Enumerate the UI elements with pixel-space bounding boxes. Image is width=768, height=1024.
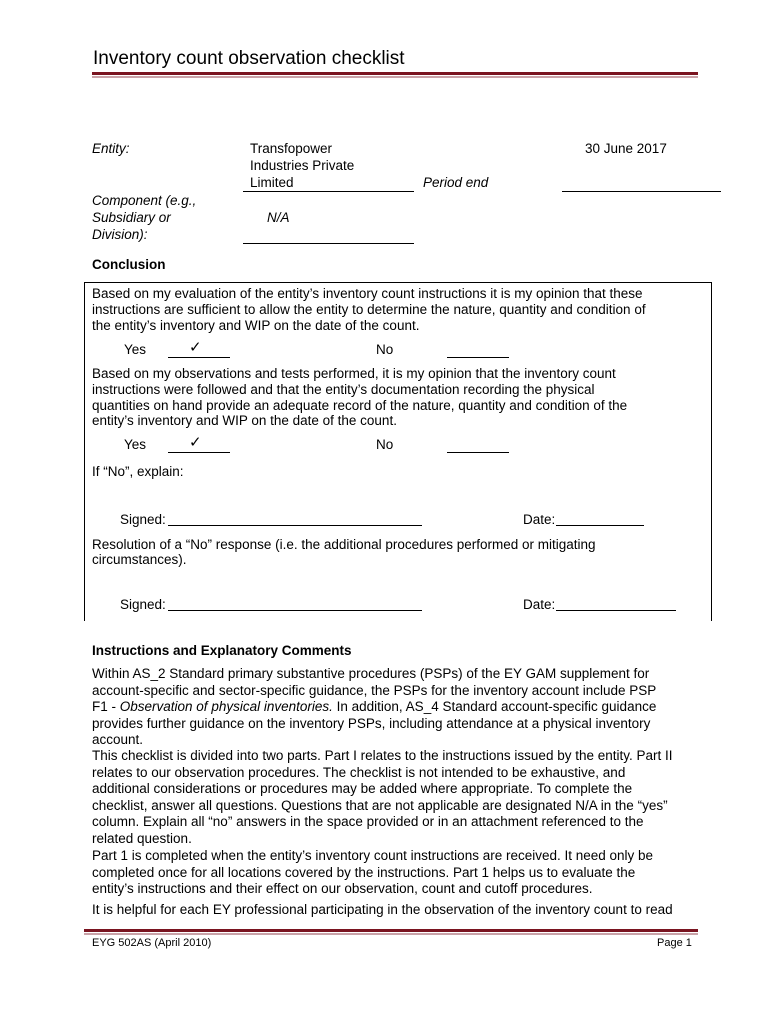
conclusion-q2-line-3: quantities on hand provide an adequate record of the nature, quantity and condition of the xyxy=(92,398,628,413)
period-end-underline xyxy=(562,191,721,192)
conclusion-heading: Conclusion xyxy=(92,257,166,272)
q2-yes-label: Yes xyxy=(124,437,147,452)
entity-name-line-1: Transfopower xyxy=(250,141,333,156)
p1-line-5: account. xyxy=(92,732,144,747)
p2-line-5: column. Explain all “no” answers in the space provided or in an attachment referenced to the xyxy=(92,814,644,829)
page-title: Inventory count observation checklist xyxy=(93,48,405,69)
instructions-paragraph-2 xyxy=(92,748,710,847)
signed-line-2[interactable] xyxy=(168,610,422,611)
p1-line-3 xyxy=(92,699,710,716)
conclusion-q1-line-1: Based on my evaluation of the entity’s inventory count instructions it is my opinion that these xyxy=(92,286,643,301)
date-label-1: Date: xyxy=(523,512,556,527)
date-line-1[interactable] xyxy=(556,525,644,526)
conclusion-q2-line-2: instructions were followed and that the entity’s documentation recording the physical xyxy=(92,382,595,397)
q2-no-label: No xyxy=(376,437,394,452)
p2-line-2: relates to our observation procedures. The checklist is not intended to be exhaustive, and xyxy=(92,764,626,780)
instructions-paragraph-1 xyxy=(92,666,710,749)
p2-line-1: This checklist is divided into two parts. Part I relates to the instructions issued by the entity. Part II xyxy=(92,748,673,763)
footer-rule-light xyxy=(84,933,698,935)
signed-label-1: Signed: xyxy=(120,512,166,527)
q1-no-label: No xyxy=(376,342,394,357)
p2-line-4: checklist, answer all questions. Questions that are not applicable are designated N/A in the “yes” xyxy=(92,797,668,813)
q1-yes-checkmark-icon[interactable]: ✓ xyxy=(189,339,202,356)
entity-label: Entity: xyxy=(92,141,130,156)
entity-name-line-2: Industries Private xyxy=(250,158,355,173)
q1-yes-label: Yes xyxy=(124,342,147,357)
header-rule-light xyxy=(92,76,698,78)
period-end-label: Period end xyxy=(423,175,489,190)
component-underline xyxy=(243,243,414,244)
p1-line-3-b: In addition, AS_4 Standard account-specific guidance xyxy=(332,699,657,714)
p1-line-3-italic: Observation of physical inventories. xyxy=(119,699,333,714)
p3-line-2: completed once for all locations covered by the instructions. Part 1 helps us to evaluate the xyxy=(92,864,636,880)
p1-line-3-a: F1 - xyxy=(92,699,120,714)
q2-yes-checkmark-icon[interactable]: ✓ xyxy=(189,434,202,451)
resolution-line-1: Resolution of a “No” response (i.e. the additional procedures performed or mitigating xyxy=(92,537,596,552)
component-label-line-2: Subsidiary or xyxy=(92,210,171,225)
date-line-2[interactable] xyxy=(556,610,676,611)
instructions-heading: Instructions and Explanatory Comments xyxy=(92,643,352,658)
component-label-line-1: Component (e.g., xyxy=(92,193,197,208)
conclusion-q1-line-3: the entity’s inventory and WIP on the date of the count. xyxy=(92,318,420,333)
conclusion-q2-line-1: Based on my observations and tests performed, it is my opinion that the inventory count xyxy=(92,366,616,381)
date-label-2: Date: xyxy=(523,597,556,612)
component-value: N/A xyxy=(267,210,290,225)
q2-yes-blank xyxy=(168,452,230,453)
conclusion-q1-line-2: instructions are sufficient to allow the entity to determine the nature, quantity and condition of xyxy=(92,302,646,317)
period-end-value: 30 June 2017 xyxy=(585,141,667,156)
entity-underline xyxy=(243,191,414,192)
entity-name-line-3: Limited xyxy=(250,175,294,190)
p3-line-1: Part 1 is completed when the entity’s inventory count instructions are received. It need only be xyxy=(92,848,654,863)
resolution-line-2: circumstances). xyxy=(92,552,187,567)
p1-line-2: account-specific and sector-specific guidance, the PSPs for the inventory account include PSP xyxy=(92,682,657,698)
footer-page-number: Page 1 xyxy=(657,937,692,949)
p3-line-3: entity’s instructions and their effect on our observation, count and cutoff procedures. xyxy=(92,881,593,896)
component-label-line-3: Division): xyxy=(92,227,148,242)
if-no-explain: If “No”, explain: xyxy=(92,464,184,479)
signed-line-1[interactable] xyxy=(168,525,422,526)
p1-line-4: provides further guidance on the inventory PSPs, including attendance at a physical inventory xyxy=(92,715,651,731)
header-rule xyxy=(92,72,698,75)
instructions-paragraph-4: It is helpful for each EY professional participating in the observation of the inventory count to read xyxy=(92,902,673,917)
p2-line-3: additional considerations or procedures may be added where appropriate. To complete the xyxy=(92,781,633,796)
footer-doc-id: EYG 502AS (April 2010) xyxy=(92,937,212,949)
instructions-paragraph-3 xyxy=(92,848,710,898)
q2-no-blank[interactable] xyxy=(447,452,509,453)
signed-label-2: Signed: xyxy=(120,597,166,612)
footer-rule xyxy=(84,929,698,932)
p2-line-6: related question. xyxy=(92,830,192,846)
q1-yes-blank xyxy=(168,357,230,358)
q1-no-blank[interactable] xyxy=(447,357,509,358)
conclusion-q2-line-4: entity’s inventory and WIP on the date of the count. xyxy=(92,413,397,428)
p1-line-1: Within AS_2 Standard primary substantive procedures (PSPs) of the EY GAM supplement for xyxy=(92,666,650,681)
